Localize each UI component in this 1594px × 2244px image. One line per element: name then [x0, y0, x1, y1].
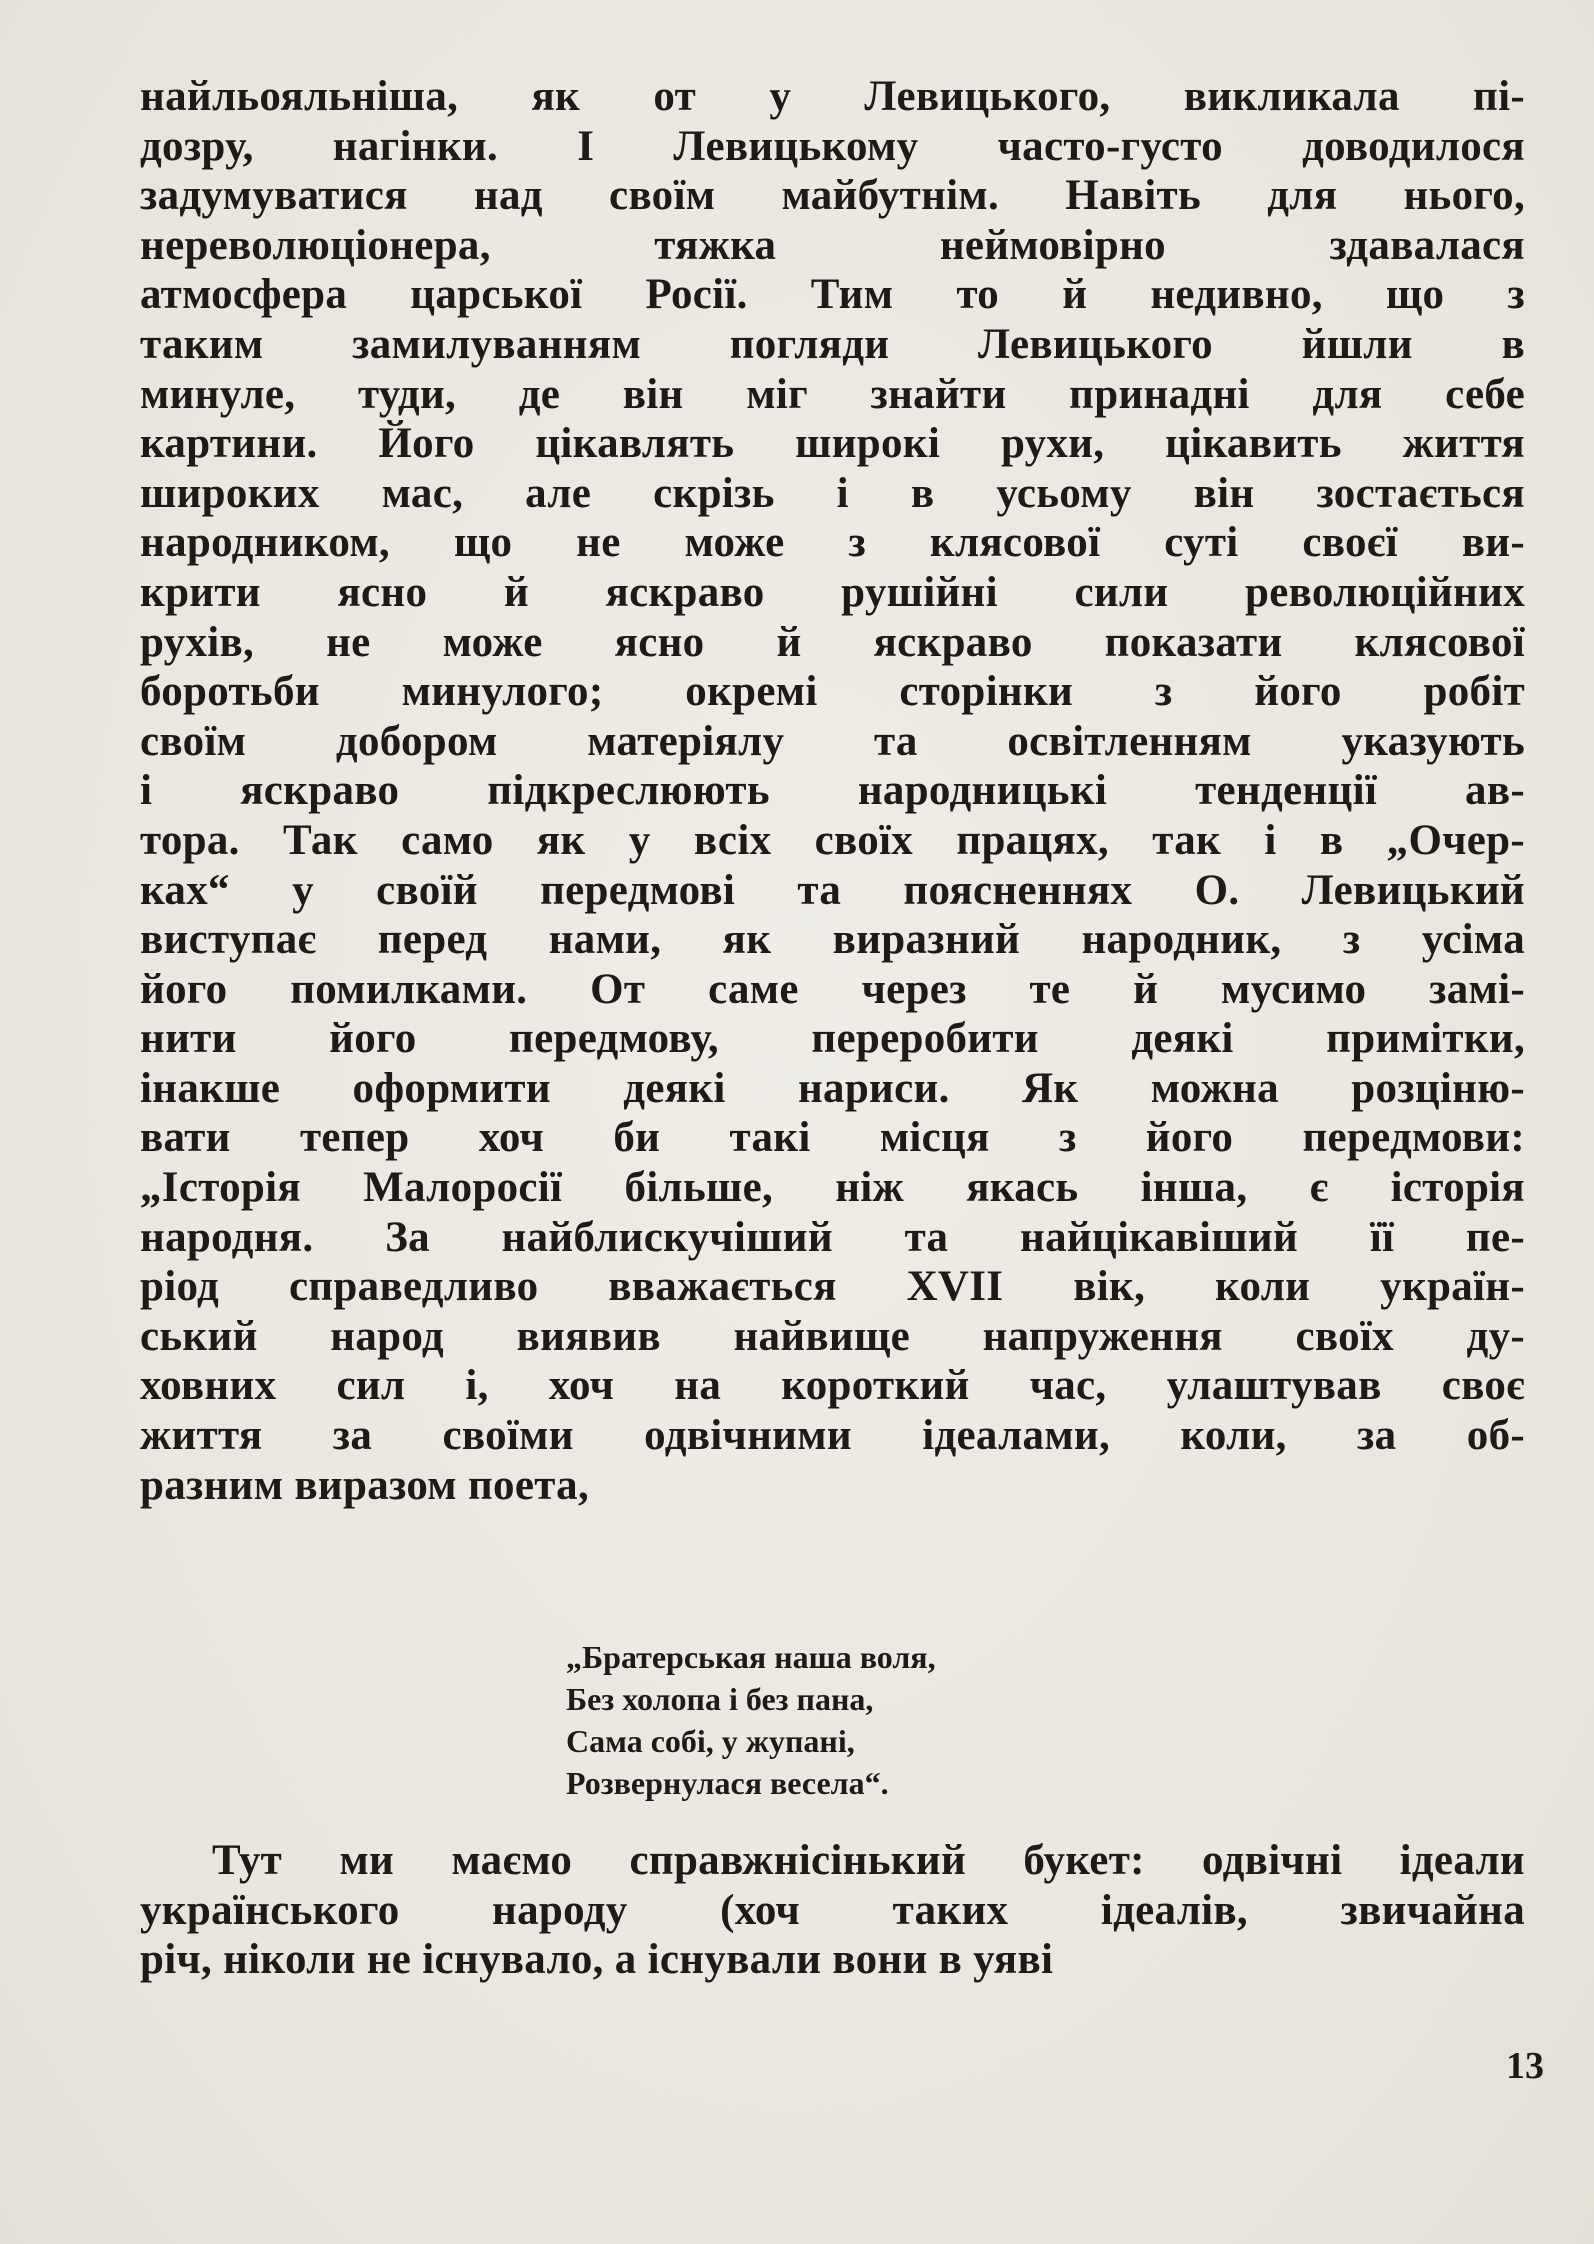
text-line: інакше оформити деякі нариси. Як можна розціню-: [140, 1064, 1525, 1112]
poem-quote: [566, 1636, 1126, 1804]
text-line: і яскраво підкреслюють народницькі тенденції ав-: [140, 767, 1525, 815]
text-line: „Братерськая наша воля,: [566, 1639, 936, 1675]
text-line: вати тепер хоч би такі місця з його передмови:: [140, 1114, 1525, 1162]
text-line: рухів, не може ясно й яскраво показати клясової: [140, 618, 1525, 666]
page-number: 13: [1506, 2045, 1544, 2087]
text-line: картини. Його цікавлять широкі рухи, цікавить життя: [140, 420, 1525, 468]
text-line: дозру, нагінки. І Левицькому часто-густо доводилося: [140, 122, 1525, 170]
text-line: його помилками. От саме через те й мусимо замі-: [140, 965, 1525, 1013]
text-line: виступає перед нами, як виразний народник, з усіма: [140, 916, 1525, 964]
text-line: задумуватися над своїм майбутнім. Навіть для нього,: [140, 172, 1525, 220]
text-line: широких мас, але скрізь і в усьому він зостається: [140, 469, 1525, 517]
text-line: атмосфера царської Росії. Тим то й недивно, що з: [140, 271, 1525, 319]
text-line: „Історія Малоросії більше, ніж якась інша, є історія: [140, 1164, 1525, 1212]
text-line: ріод справедливо вважається XVII вік, коли україн-: [140, 1263, 1525, 1311]
text-line: разним виразом поета,: [140, 1461, 590, 1509]
text-line: Без холопа і без пана,: [566, 1681, 874, 1717]
text-line: життя за своїми одвічними ідеалами, коли, за об-: [140, 1412, 1525, 1460]
text-line: Сама собі, у жупані,: [566, 1723, 855, 1759]
text-line: річ, ніколи не існувало, а існували вони в уяві: [140, 1936, 1054, 1984]
text-line: Тут ми маємо справжнісінький букет: одвічні ідеали: [212, 1837, 1525, 1884]
text-line: нити його передмову, переробити деякі примітки,: [140, 1015, 1525, 1063]
paragraph-main: [140, 72, 1525, 1510]
text-line: українського народу (хоч таких ідеалів, звичайна: [140, 1886, 1525, 1934]
text-line: своїм добором матеріялу та освітленням указують: [140, 717, 1525, 765]
text-line: найльояльніша, як от у Левицького, викликала пі-: [140, 73, 1525, 120]
text-line: народником, що не може з клясової суті своєї ви-: [140, 519, 1525, 567]
text-line: тора. Так само як у всіх своїх працях, так і в „Очер-: [140, 816, 1525, 864]
text-line: нереволюціонера, тяжка неймовірно здавалася: [140, 221, 1525, 269]
paragraph-continuation: [140, 1836, 1525, 1985]
text-line: таким замилуванням погляди Левицького йшли в: [140, 320, 1525, 368]
text-line: ський народ виявив найвище напруження своїх ду-: [140, 1312, 1525, 1360]
text-line: Розвернулася весела“.: [566, 1765, 889, 1801]
text-line: минуле, туди, де він міг знайти принадні для себе: [140, 370, 1525, 418]
text-line: ховних сил і, хоч на короткий час, улаштував своє: [140, 1362, 1525, 1410]
text-line: боротьби минулого; окремі сторінки з його робіт: [140, 668, 1525, 716]
text-line: крити ясно й яскраво рушійні сили революційних: [140, 568, 1525, 616]
text-line: ках“ у своїй передмові та поясненнях О. Левицький: [140, 866, 1525, 914]
text-line: народня. За найблискучіший та найцікавіший її пе-: [140, 1213, 1525, 1261]
